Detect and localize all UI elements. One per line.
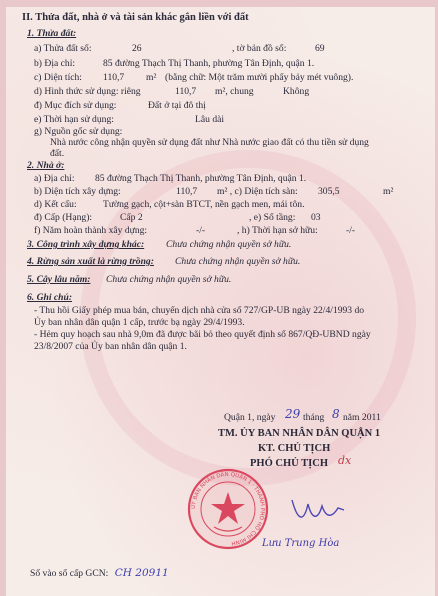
date-month: 8 bbox=[332, 407, 340, 421]
date-year: năm 2011 bbox=[343, 412, 381, 423]
land-parcel-label: a) Thửa đất số: bbox=[34, 43, 92, 54]
house-floors-value: 03 bbox=[311, 212, 321, 223]
house-floors-label: , e) Số tầng: bbox=[249, 212, 296, 223]
notes-line-4: 23/8/2007 của Ủy ban nhân dân quận 1. bbox=[34, 341, 187, 352]
land-area-unit: m² bbox=[146, 72, 157, 83]
handwritten-signature-icon bbox=[288, 492, 348, 528]
house-address-value: 85 đường Thạch Thị Thanh, phường Tân Định, quận 1. bbox=[95, 173, 307, 184]
house-grade-value: Cấp 2 bbox=[120, 212, 143, 223]
signer-role-2: PHÓ CHỦ TỊCH bbox=[250, 458, 328, 469]
house-structure-value: Tường gạch, cột+sàn BTCT, nền gạch men, mái tôn. bbox=[103, 199, 305, 210]
section-title: II. Thửa đất, nhà ở và tài sản khác gắn liền với đất bbox=[22, 12, 249, 23]
land-heading: 1. Thửa đất: bbox=[27, 28, 77, 39]
land-area-label: c) Diện tích: bbox=[34, 72, 82, 83]
register-number-value: CH 20911 bbox=[114, 567, 169, 579]
land-usage-shared-value: Không bbox=[283, 86, 310, 97]
perennial-trees-value: Chưa chứng nhận quyền sở hữu. bbox=[106, 274, 232, 285]
other-works-label: 3. Công trình xây dựng khác: bbox=[27, 239, 145, 250]
house-year-label: f) Năm hoàn thành xây dựng: bbox=[34, 225, 148, 236]
house-floor-area-label: m² , c) Diện tích sàn: bbox=[217, 186, 298, 197]
house-address-label: a) Địa chỉ: bbox=[34, 173, 75, 184]
land-usage-shared-label: m², chung bbox=[215, 86, 254, 97]
notes-label: 6. Ghi chú: bbox=[27, 292, 73, 303]
register-number-label: Số vào sổ cấp GCN: bbox=[30, 568, 109, 579]
land-usage-private-value: 110,7 bbox=[175, 86, 197, 97]
signing-organization: TM. ỦY BAN NHÂN DÂN QUẬN 1 bbox=[218, 428, 381, 439]
official-seal-icon bbox=[186, 467, 270, 551]
house-ownership-term-label: , h) Thời hạn sở hữu: bbox=[237, 225, 318, 236]
land-term-label: e) Thời hạn sử dụng: bbox=[34, 114, 114, 125]
house-floor-area-value: 305,5 bbox=[318, 186, 340, 197]
house-floor-area-unit: m² bbox=[383, 186, 394, 197]
other-works-value: Chưa chứng nhận quyền sở hữu. bbox=[166, 239, 292, 250]
date-prefix: Quận 1, ngày bbox=[224, 412, 276, 423]
signer-role-1: KT. CHỦ TỊCH bbox=[258, 443, 331, 454]
planted-forest-value: Chưa chứng nhận quyền sở hữu. bbox=[175, 256, 301, 267]
land-address-label: b) Địa chỉ: bbox=[34, 58, 76, 69]
house-grade-label: đ) Cấp (Hạng): bbox=[34, 212, 93, 223]
certificate-register-number bbox=[30, 567, 169, 579]
land-origin-label: g) Nguồn gốc sử dụng: bbox=[34, 126, 123, 137]
house-build-area-value: 110,7 bbox=[176, 186, 198, 197]
notes-line-3: - Hẻm quy hoạch sau nhà 9,0m đã được bãi bỏ theo quyết định số 867/QĐ-UBND ngày bbox=[34, 329, 371, 340]
date-month-label: tháng bbox=[303, 412, 325, 423]
land-area-value: 110,7 bbox=[103, 72, 125, 83]
house-heading: 2. Nhà ở: bbox=[27, 160, 65, 171]
notes-line-1: - Thu hồi Giấy phép mua bán, chuyển dịch nhà cửa số 727/GP-UB ngày 22/4/1993 do bbox=[34, 305, 365, 316]
page-border-left bbox=[0, 0, 6, 596]
page-border-top bbox=[0, 0, 438, 7]
house-year-value: -/- bbox=[196, 225, 206, 236]
signer-role-mark: dx bbox=[338, 454, 352, 467]
land-purpose-value: Đất ở tại đô thị bbox=[148, 100, 206, 111]
date-day: 29 bbox=[285, 407, 301, 421]
land-origin-value-1: Nhà nước công nhận quyền sử dụng đất như Nhà nước giao đất có thu tiền sử dụng bbox=[50, 137, 369, 148]
land-area-words: (bằng chữ: Một trăm mười phẩy bảy mét vuông). bbox=[165, 72, 354, 83]
land-sheet-value: 69 bbox=[315, 43, 325, 54]
land-sheet-label: , tờ bản đồ số: bbox=[232, 43, 287, 54]
house-structure-label: d) Kết cấu: bbox=[34, 199, 77, 210]
notes-line-2: Ủy ban nhân dân quận 1 cấp, trước bạ ngày 29/4/1993. bbox=[34, 317, 245, 328]
land-address-value: 85 đường Thạch Thị Thanh, phường Tân Định, quận 1. bbox=[103, 58, 315, 69]
signer-name: Lưu Trung Hòa bbox=[262, 538, 340, 549]
seal-text: ỦY BAN NHÂN DÂN QUẬN 1 · THÀNH PHỐ HỒ CHÍ MINH bbox=[190, 471, 266, 546]
planted-forest-label: 4. Rừng sản xuất là rừng trồng: bbox=[27, 256, 154, 267]
land-term-value: Lâu dài bbox=[195, 114, 225, 125]
perennial-trees-label: 5. Cây lâu năm: bbox=[27, 274, 91, 285]
land-origin-value-2: đất. bbox=[50, 148, 65, 159]
land-purpose-label: đ) Mục đích sử dụng: bbox=[34, 100, 117, 111]
house-ownership-term-value: -/- bbox=[346, 225, 356, 236]
land-parcel-value: 26 bbox=[132, 43, 142, 54]
house-build-area-label: b) Diện tích xây dựng: bbox=[34, 186, 121, 197]
land-usage-form-label: d) Hình thức sử dụng: riêng bbox=[34, 86, 141, 97]
